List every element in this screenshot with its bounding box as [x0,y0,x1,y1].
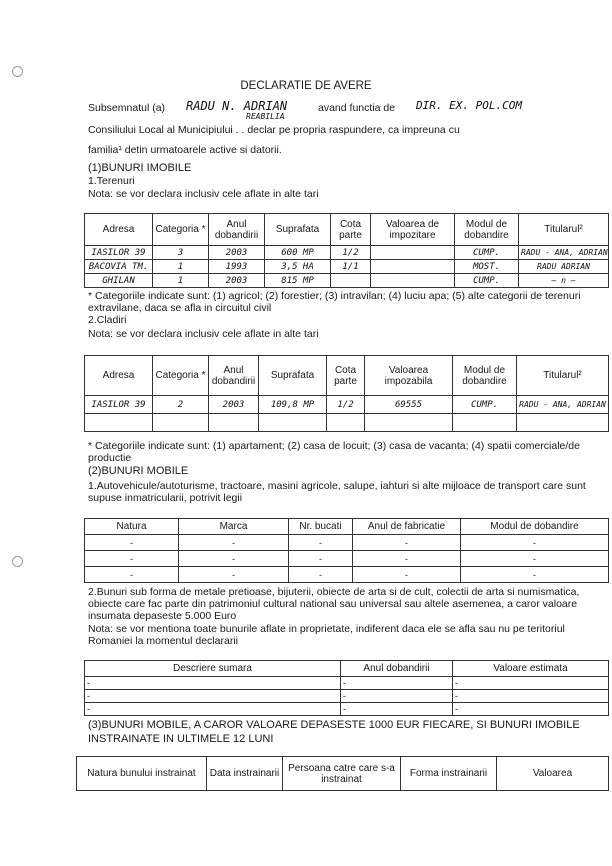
table-cell: - [85,690,341,703]
table-row [85,274,609,288]
table-cell: RADU - ANA, ADRIAN [517,396,609,414]
bunuri-pretioase-table [84,660,609,716]
table-cell: CUMP. [453,396,517,414]
table-cell: - [341,703,453,716]
bunuri-pretioase-text: 2.Bunuri sub forma de metale pretioase, bijuterii, obiecte de arta si de cult, colectii de arta si numismatica, obiecte care fac parte din patrimoniul cultural national sau universal sau altele asemenea, a caror valoare insumata depaseste 5.000 Euro [88,586,580,622]
table-cell: - [353,567,461,583]
declarant-function-sub: REABILIA [246,112,285,121]
col-header: Nr. bucati [289,519,353,535]
terenuri-subheading: 1.Terenuri [88,175,135,187]
table-cell: RADU - ANA, ADRIAN [519,246,609,260]
table-cell: 1/2 [327,396,365,414]
col-header: Marca [179,519,289,535]
table-cell: IASILOR 39 [85,246,153,260]
col-header: Cota parte [327,356,365,396]
table-cell: 2003 [209,274,265,288]
table-cell: 1 [153,274,209,288]
table-row [85,246,609,260]
table-cell: — n — [519,274,609,288]
cladiri-subheading: 2.Cladiri [88,314,127,326]
table-cell: - [353,551,461,567]
section-2-heading: (2)BUNURI MOBILE [88,465,189,477]
table-row [85,414,609,432]
table-cell: - [353,535,461,551]
col-header: Persoana catre care s-a instrainat [283,757,401,791]
table-row [85,677,609,690]
col-header: Modul de dobandire [455,214,519,246]
table-cell: CUMP. [455,274,519,288]
document-title: DECLARATIE DE AVERE [240,80,372,92]
table-cell: 815 MP [265,274,331,288]
terenuri-footnote: * Categoriile indicate sunt: (1) agricol; (2) forestier; (3) intravilan; (4) luciu apa; (5) alte categorii de terenuri extravilane, daca se afla in circuitul civil [88,290,581,314]
table-cell: - [85,677,341,690]
table-row [85,551,609,567]
col-header: Valoare estimata [453,661,609,677]
intro-functia: avand functia de [318,102,396,114]
table-cell: - [341,690,453,703]
bunuri-pretioase-nota: Nota: se vor mentiona toate bunurile aflate in proprietate, indiferent daca ele se afla sau nu pe teritoriul Romaniei la momentul declararii [88,623,565,647]
col-header: Titularul² [519,214,609,246]
table-cell: - [179,567,289,583]
col-header: Categoria * [153,214,209,246]
col-header: Anul dobandirii [341,661,453,677]
table-cell: - [85,551,179,567]
table-row [85,567,609,583]
col-header: Descriere sumara [85,661,341,677]
col-header: Modul de dobandire [461,519,609,535]
table-cell: - [453,677,609,690]
table-cell: IASILOR 39 [85,396,153,414]
section-1-heading: (1)BUNURI IMOBILE [88,162,192,174]
table-cell: 1993 [209,260,265,274]
table-cell: 2 [153,396,209,414]
table-cell: - [461,551,609,567]
col-header: Categoria * [153,356,209,396]
col-header: Anul de fabricatie [353,519,461,535]
table-cell: - [85,535,179,551]
terenuri-nota: Nota: se vor declara inclusiv cele aflate in alte tari [88,188,319,200]
col-header: Anul dobandirii [209,214,265,246]
table-cell: 1/2 [331,246,371,260]
col-header: Valoarea [497,757,609,791]
intro-line-3: familia¹ detin urmatoarele active si datorii. [88,144,282,156]
col-header: Suprafata [265,214,331,246]
col-header: Natura bunului instrainat [77,757,207,791]
intro-subsemnatul: Subsemnatul (a) [88,102,166,114]
col-header: Valoarea impozabila [365,356,453,396]
col-header: Adresa [85,214,153,246]
col-header: Adresa [85,356,153,396]
table-row [85,703,609,716]
table-cell: 600 MP [265,246,331,260]
table-cell: 2003 [209,246,265,260]
punch-hole-bottom [12,556,23,567]
bunuri-instrainate-table [76,756,609,791]
table-cell: 2003 [209,396,259,414]
declarant-name: RADU N. ADRIAN [186,99,288,113]
col-header: Cota parte [331,214,371,246]
table-cell: - [289,551,353,567]
table-cell: - [461,535,609,551]
col-header: Modul de dobandire [453,356,517,396]
table-cell [371,274,455,288]
table-row [85,535,609,551]
table-cell [371,260,455,274]
table-cell: CUMP. [455,246,519,260]
table-cell: - [85,703,341,716]
table-cell: - [461,567,609,583]
table-cell: 3,5 HA [265,260,331,274]
table-cell: - [289,535,353,551]
col-header: Valoarea de impozitare [371,214,455,246]
table-cell: RADU ADRIAN [519,260,609,274]
cladiri-table [84,355,609,432]
table-cell: 1 [153,260,209,274]
table-cell: - [453,690,609,703]
table-cell [371,246,455,260]
col-header: Data instrainarii [207,757,283,791]
punch-hole-top [12,66,23,77]
col-header: Titularul² [517,356,609,396]
col-header: Suprafata [259,356,327,396]
table-cell: 69555 [365,396,453,414]
intro-line-2: Consiliului Local al Municipiului . . declar pe propria raspundere, ca impreuna cu [88,124,460,136]
autovehicule-text: 1.Autovehicule/autoturisme, tractoare, masini agricole, salupe, iahturi si alte mijloace de transport care sunt supuse inmatricularii, potrivit legii [88,480,586,504]
table-cell: 1/1 [331,260,371,274]
table-cell: - [453,703,609,716]
section-3-heading: (3)BUNURI MOBILE, A CAROR VALOARE DEPASESTE 1000 EUR FIECARE, SI BUNURI IMOBILE INSTRAINATE IN ULTIMELE 12 LUNI [88,719,580,745]
terenuri-table [84,213,609,288]
cladiri-nota: Nota: se vor declara inclusiv cele aflate in alte tari [88,328,319,340]
table-cell: - [179,535,289,551]
table-row [85,396,609,414]
declarant-function: DIR. EX. POL.COM [416,99,522,112]
table-cell [331,274,371,288]
table-row [85,690,609,703]
table-cell: MOST. [455,260,519,274]
table-cell: GHILAN [85,274,153,288]
table-cell: - [289,567,353,583]
table-row [85,260,609,274]
table-cell: 3 [153,246,209,260]
cladiri-footnote: * Categoriile indicate sunt: (1) apartament; (2) casa de locuit; (3) casa de vacanta; (4) spatii comerciale/de productie [88,440,580,464]
table-cell: - [179,551,289,567]
table-cell: BACOVIA TM. [85,260,153,274]
table-cell: 109,8 MP [259,396,327,414]
col-header: Forma instrainarii [401,757,497,791]
table-cell: - [85,567,179,583]
col-header: Anul dobandirii [209,356,259,396]
table-cell: - [341,677,453,690]
col-header: Natura [85,519,179,535]
autovehicule-table [84,518,609,583]
